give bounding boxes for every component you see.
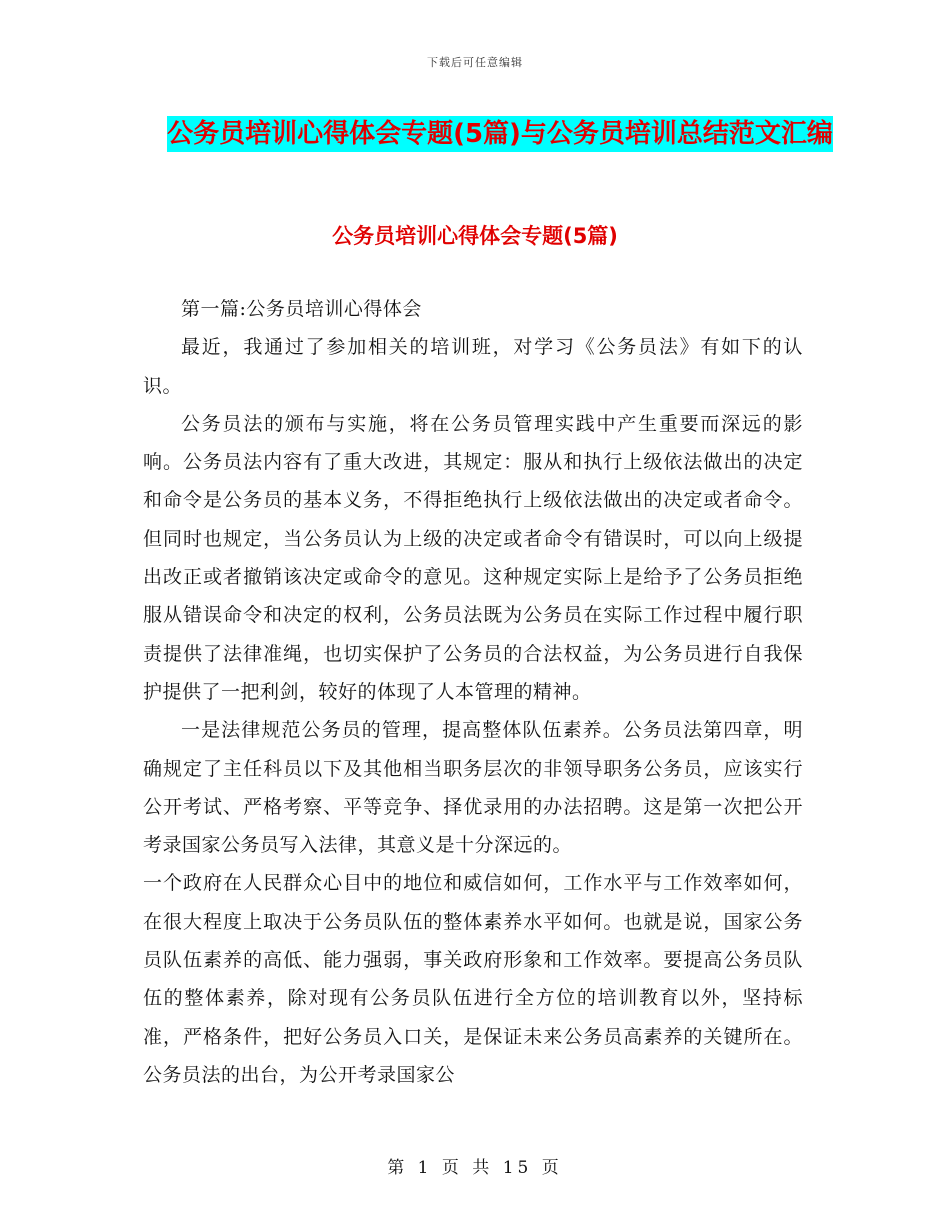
section-title: 公务员培训心得体会专题(5篇) xyxy=(332,224,618,248)
paragraph: 一个政府在人民群众心目中的地位和威信如何，工作水平与工作效率如何，在很大程度上取决于公务员队伍的整体素养水平如何。也就是说，国家公务员队伍素养的高低、能力强弱，事关政府形象和工作效率。要提高公务员队伍的整体素养，除对现有公务员队伍进行全方位的培训教育以外，坚持标准，严格条件，把好公务员入口关，是保证未来公务员高素养的关键所在。公务员法的出台，为公开考录国家公 xyxy=(143,872,803,1086)
title-highlight: 公务员培训心得体会专题(5篇)与公务员培训总结范文汇编 xyxy=(167,116,833,152)
page-number-footer: 第 1 页 共 15 页 xyxy=(387,1158,563,1178)
paragraph: 公务员法的颁布与实施，将在公务员管理实践中产生重要而深远的影响。公务员法内容有了重大改进，其规定：服从和执行上级依法做出的决定和命令是公务员的基本义务，不得拒绝执行上级依法做出的决定或者命令。但同时也规定，当公务员认为上级的决定或者命令有错误时，可以向上级提出改正或者撤销该决定或命令的意见。这种规定实际上是给予了公务员拒绝服从错误命令和决定的权利，公务员法既为公务员在实际工作过程中履行职责提供了法律准绳，也切实保护了公务员的合法权益，为公务员进行自我保护提供了一把利剑，较好的体现了人本管理的精神。 xyxy=(143,412,803,703)
document-title xyxy=(140,108,860,160)
body-text xyxy=(143,290,803,1094)
paragraph: 最近，我通过了参加相关的培训班，对学习《公务员法》有如下的认识。 xyxy=(143,336,803,397)
chapter-heading: 第一篇:公务员培训心得体会 xyxy=(181,298,422,320)
header-note: 下载后可任意编辑 xyxy=(427,56,523,69)
paragraph: 一是法律规范公务员的管理，提高整体队伍素养。公务员法第四章，明确规定了主任科员以下及其他相当职务层次的非领导职务公务员，应该实行公开考试、严格考察、平等竞争、择优录用的办法招聘。这是第一次把公开考录国家公务员写入法律，其意义是十分深远的。 xyxy=(143,719,803,857)
